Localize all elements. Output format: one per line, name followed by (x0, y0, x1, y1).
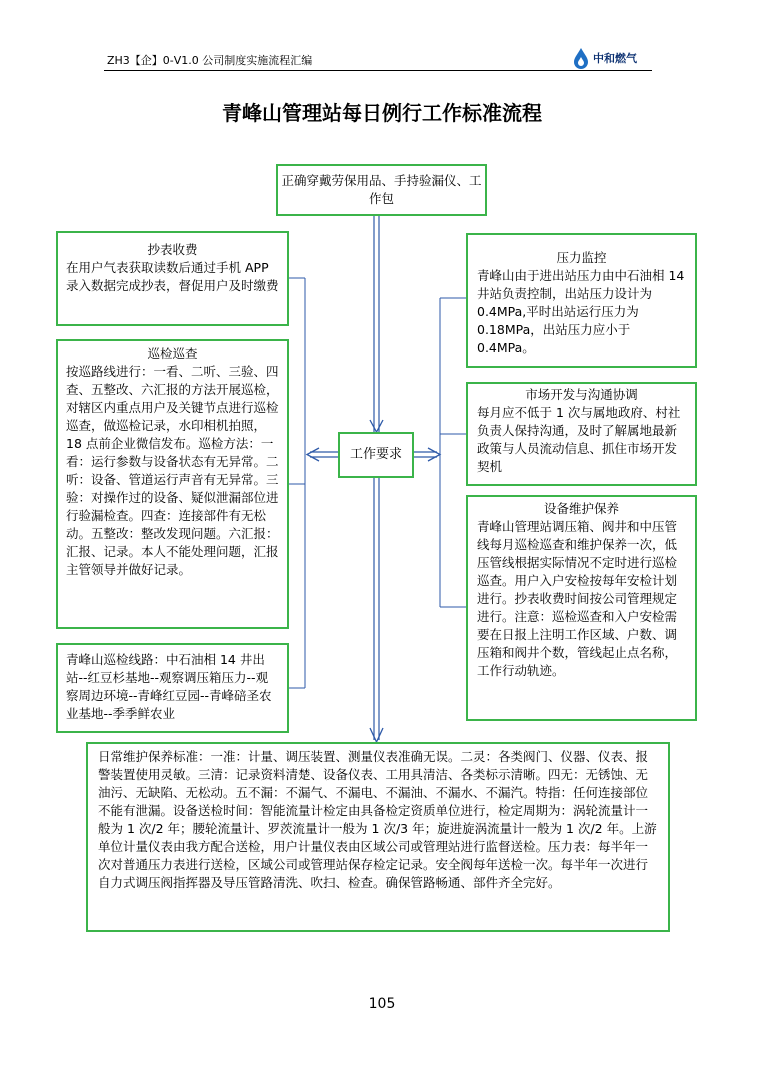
patrol-text: 按巡路线进行：一看、二听、三验、四查、五整改、六汇报的方法开展巡检，对辖区内重点用户及关键节点进行巡检巡查，做巡检记录，水印相机拍照，18 点前企业微信发布。巡检方法：一看：运行参数与设备状态有无异常。二听：设备、管道运行声音有无异常。三验：对操作过的设备、疑似泄漏部位进行验漏检查。四查：连接部件有无松动。五整改：整改发现问题。六汇报：汇报、记录。本人不能处理问题，汇报主管领导并做好记录。 (66, 364, 279, 577)
connector-left-bracket (289, 278, 305, 688)
patrol-route-text: 青峰山巡检线路：中石油相 14 井出站--红豆杉基地--观察调压箱压力--观察周边环境--青峰红豆园--青峰碚圣农业基地--季季鲜农业 (66, 652, 272, 721)
work-requirements-label: 工作要求 (349, 447, 402, 462)
market-title: 市场开发与沟通协调 (525, 387, 638, 402)
page-title: 青峰山管理站每日例行工作标准流程 (222, 101, 542, 125)
meter-reading-box (56, 231, 289, 326)
connector-right-bracket (440, 298, 466, 607)
market-development-box (466, 382, 697, 486)
equipment-text: 正确穿戴劳保用品、手持验漏仪、工作包 (281, 173, 482, 206)
logo-text: 中和燃气 (593, 52, 637, 65)
maintenance-standards-text: 日常维护保养标准：一准：计量、调压装置、测量仪表准确无误。二灵：各类阀门、仪器、仪表、报警装置使用灵敏。三清：记录资料清楚、设备仪表、工用具清洁、各类标示清晰。四无：无锈蚀、无油污、无缺陷、无松动。五不漏：不漏气、不漏电、不漏油、不漏水、不漏汽。特指：任何连接部位不能有泄漏。设备送检时间：智能流量计检定由具备检定资质单位进行，检定周期为：涡轮流量计一般为 1 次/2 年；腰轮流量计、罗茨流量计一般为 1 次/3 年；旋进旋涡流量计一般为 1 次/2 年。上游单位计量仪表由我方配合送检，用户计量仪表由区域公司或管理站进行监督送检。压力表：每半年一次对普通压力表进行送检，区域公司或管理站保存检定记录。安全阀每年送检一次。每半年一次进行自力式调压阀指挥器及导压管路清洗、吹扫、检查。确保管路畅通、部件齐全完好。 (98, 749, 657, 890)
connector-center-left-arrow (307, 448, 338, 461)
patrol-route-box (56, 643, 289, 733)
maintenance-standards-box (86, 742, 670, 932)
equipment-maintenance-box (466, 495, 697, 721)
connector-top-to-bottom (370, 216, 383, 742)
pressure-title: 压力监控 (556, 250, 607, 265)
pressure-monitoring-box (466, 233, 697, 368)
maintenance-text: 青峰山管理站调压箱、阀井和中压管线每月巡检巡查和维护保养一次，低压管线根据实际情况不定时进行巡检巡查。用户入户安检按每年安检计划进行。抄表收费时间按公司管理规定进行。注意：巡检巡查和入户安检需要在日报上注明工作区域、户数、调压箱和阀井个数，管线起止点名称，工作行动轨迹。 (477, 519, 678, 678)
page-number: 105 (368, 996, 396, 1012)
meter-reading-title: 抄表收费 (147, 242, 198, 257)
equipment-box (276, 164, 487, 216)
market-text: 每月应不低于 1 次与属地政府、村社负责人保持沟通，及时了解属地最新政策与人员流动信息、抓住市场开发契机 (477, 405, 681, 474)
meter-reading-text: 在用户气表获取读数后通过手机 APP 录入数据完成抄表，督促用户及时缴费 (66, 260, 279, 293)
pressure-text: 青峰山由于进出站压力由中石油相 14 井站负责控制，出站压力设计为 0.4MPa,平时出站运行压力为 0.18MPa，出站压力应小于 0.4MPa。 (477, 268, 685, 355)
maintenance-title: 设备维护保养 (543, 501, 619, 516)
work-requirements-box (338, 432, 414, 478)
patrol-box (56, 339, 289, 629)
patrol-title: 巡检巡查 (147, 346, 198, 361)
connector-center-right-arrow (414, 448, 440, 461)
doc-code: ZH3【企】0-V1.0 公司制度实施流程汇编 (107, 54, 313, 67)
